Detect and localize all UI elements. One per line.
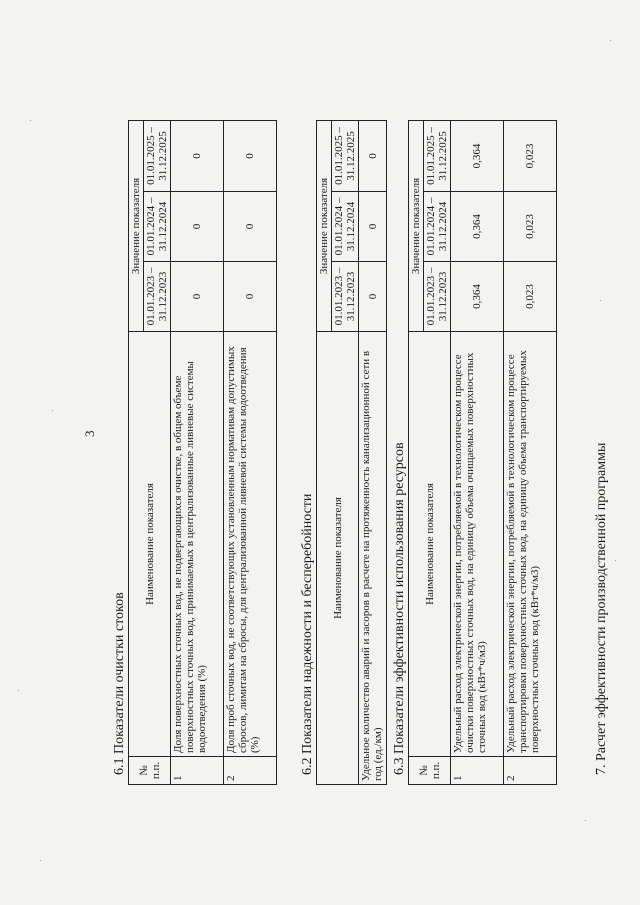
th-period: 01.01.2025 – 31.12.2025 <box>144 121 171 192</box>
cell-name: Доля проб сточных вод, не соответствующих установленным нормативам допустимых сбросов, лимитам на сбросы, для централизованной ливневой системы водоотведения (%) <box>224 331 277 756</box>
cell-value: 0,364 <box>451 261 504 331</box>
table-row <box>171 121 224 785</box>
th-name: Наименование показателя <box>409 331 451 756</box>
cell-no: 2 <box>504 757 557 785</box>
th-value-group: Значение показателя <box>129 121 144 332</box>
table-row <box>359 121 387 785</box>
table-6-1 <box>128 120 277 785</box>
cell-value: 0,364 <box>451 192 504 262</box>
cell-no: 1 <box>451 757 504 785</box>
cell-value: 0 <box>359 121 387 192</box>
th-name: Наименование показателя <box>129 331 171 756</box>
th-value-group: Значение показателя <box>317 121 332 332</box>
table-row <box>504 121 557 785</box>
th-name: Наименование показателя <box>317 331 359 784</box>
section-6-1-title: 6.1 Показатели очистки стоков <box>112 592 127 775</box>
cell-name: Удельный расход электрической энергии, потребляемой в технологическом процессе транспортировки поверхностных сточных вод, на единицу объема транспортируемых поверхностных сточных вод (кВт*ч/м3) <box>504 331 557 756</box>
table-6-3 <box>408 120 557 785</box>
cell-value: 0,023 <box>504 261 557 331</box>
cell-no: 1 <box>171 757 224 785</box>
cell-name: Доля поверхностных сточных вод, не подвергающихся очистке, в общем объеме поверхностных сточных вод, принимаемых в централизованные ливневые системы водоотведения (%) <box>171 331 224 756</box>
th-no: № п.п. <box>409 757 451 785</box>
cell-value: 0 <box>224 121 277 192</box>
cell-value: 0 <box>171 192 224 262</box>
section-7-title: 7. Расчет эффективности производственной программы <box>594 442 609 775</box>
th-period: 01.01.2024 – 31.12.2024 <box>424 192 451 262</box>
cell-value: 0,364 <box>451 121 504 192</box>
cell-value: 0 <box>359 192 387 262</box>
cell-value: 0 <box>224 261 277 331</box>
th-no: № п.п. <box>129 757 171 785</box>
th-period: 01.01.2023 – 31.12.2023 <box>424 261 451 331</box>
table-6-2 <box>316 120 387 785</box>
table-row <box>224 121 277 785</box>
th-period: 01.01.2024 – 31.12.2024 <box>332 192 359 262</box>
cell-value: 0 <box>171 261 224 331</box>
th-period: 01.01.2024 – 31.12.2024 <box>144 192 171 262</box>
cell-value: 0,023 <box>504 192 557 262</box>
th-period: 01.01.2023 – 31.12.2023 <box>332 261 359 331</box>
th-period: 01.01.2023 – 31.12.2023 <box>144 261 171 331</box>
th-value-group: Значение показателя <box>409 121 424 332</box>
cell-value: 0 <box>171 121 224 192</box>
section-6-3-title: 6.3 Показатели эффективности использования ресурсов <box>392 442 407 775</box>
cell-name: Удельное количество аварий и засоров в расчете на протяженность канализационной сети в год (ед./км) <box>359 331 387 784</box>
cell-value: 0,023 <box>504 121 557 192</box>
page-number: 3 <box>82 430 97 437</box>
cell-no: 2 <box>224 757 277 785</box>
th-period: 01.01.2025 – 31.12.2025 <box>332 121 359 192</box>
th-period: 01.01.2025 – 31.12.2025 <box>424 121 451 192</box>
cell-value: 0 <box>224 192 277 262</box>
cell-value: 0 <box>359 261 387 331</box>
cell-name: Удельный расход электрической энергии, потребляемой в технологическом процессе очистки поверхностных сточных вод, на единицу объема очищаемых поверхностных сточных вод (кВт*ч/м3) <box>451 331 504 756</box>
table-row <box>451 121 504 785</box>
section-6-2-title: 6.2 Показатели надежности и бесперебойности <box>300 493 315 775</box>
